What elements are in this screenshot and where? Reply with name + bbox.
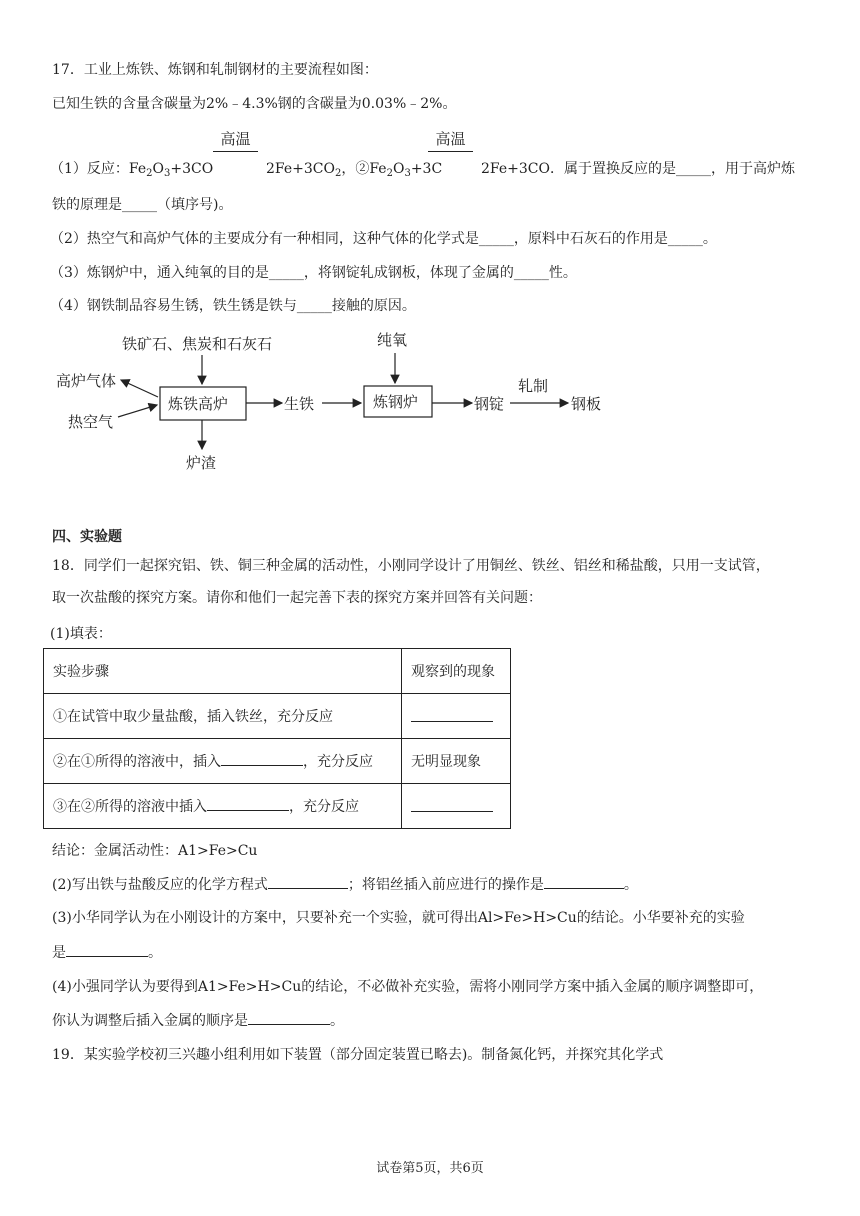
table-row	[44, 694, 511, 739]
label-plate: 钢板	[571, 395, 602, 413]
table-row	[44, 649, 511, 694]
q18-part2-blank2[interactable]	[544, 874, 624, 889]
q18-part2	[52, 874, 638, 895]
q18-part3-c: 。	[148, 945, 162, 961]
step-2-text-a: ②在①所得的溶液中，插入	[53, 754, 221, 770]
condition-bar-1	[213, 151, 258, 152]
obs-1-blank[interactable]	[402, 694, 511, 739]
q17-eq1-product: $2Fe+3CO_2$，$②Fe_2O_3+3C$	[266, 161, 443, 179]
q17-part2: （2）热空气和高炉气体的主要成分有一种相同，这种气体的化学式是_____，原料中石灰石的作用是_____。	[50, 231, 717, 247]
table-row	[44, 784, 511, 829]
condition-text-1: 高温	[220, 130, 251, 148]
reaction-condition-1	[213, 128, 258, 149]
q18-part3-line1: (3)小华同学认为在小刚设计的方案中，只要补充一个实验，就可得出Al>Fe>H>Cu的结论。小华要补充的实验	[52, 910, 745, 926]
q18-part4-blank[interactable]	[248, 1010, 330, 1025]
arrow-hot-air	[118, 405, 157, 417]
section-heading: 四、实验题	[52, 529, 122, 545]
table-row	[44, 739, 511, 784]
eq1-o: O	[152, 161, 164, 177]
q18-fill-label: (1)填表：	[50, 626, 112, 642]
q18-part4-line2	[52, 1010, 344, 1031]
step-2	[44, 739, 402, 784]
experiment-table	[43, 648, 511, 829]
condition-bar-2	[428, 151, 473, 152]
page-footer: 试卷第5页，共6页	[376, 1161, 484, 1176]
q18-line2: 取一次盐酸的探究方案。请你和他们一起完善下表的探究方案并回答有关问题：	[52, 590, 542, 606]
q17-part1-line1: （1）反应：$Fe_2O_3+3CO$	[50, 161, 214, 179]
q17-part3: （3）炼钢炉中，通入纯氧的目的是_____，将钢锭轧成钢板，体现了金属的_____性。	[50, 265, 577, 281]
obs-2: 无明显现象	[402, 739, 511, 784]
label-raw-materials: 铁矿石、焦炭和石灰石	[122, 335, 273, 353]
q18-part2-blank1[interactable]	[268, 874, 348, 889]
eq1-fe: （1）反应：Fe	[50, 161, 147, 177]
q18-part3-blank[interactable]	[66, 942, 148, 957]
eq2-o: O	[392, 161, 405, 177]
label-pig-iron: 生铁	[284, 395, 315, 413]
label-hot-air: 热空气	[68, 413, 114, 431]
label-blast-furnace: 炼铁高炉	[168, 395, 229, 413]
q18-part2-b: ；将铝丝插入前应进行的操作是	[347, 877, 544, 893]
arrow-furnace-gas	[121, 380, 158, 397]
eq1-reagent: +3CO	[170, 161, 214, 177]
q18-part3-b: 是	[52, 945, 66, 961]
q17-known-info: 已知生铁的含量含碳量为2%﹣4.3%钢的含碳量为0.03%﹣2%。	[52, 96, 457, 112]
condition-text-2: 高温	[435, 130, 466, 148]
label-ingot: 钢锭	[474, 395, 505, 413]
step-3-text-b: ，充分反应	[289, 799, 359, 815]
q18-part4-b: 你认为调整后插入金属的顺序是	[52, 1013, 248, 1029]
header-step: 实验步骤	[44, 649, 402, 694]
header-observation: 观察到的现象	[402, 649, 511, 694]
step-3	[44, 784, 402, 829]
q18-part4-line1: (4)小强同学认为要得到A1>Fe>H>Cu的结论，不必做补充实验，需将小刚同学方案中插入金属的顺序调整即可，	[52, 979, 764, 995]
obs-3-blank[interactable]	[402, 784, 511, 829]
step-3-text-a: ③在②所得的溶液中插入	[53, 799, 207, 815]
q18-line1: 18．同学们一起探究铝、铁、铜三种金属的活动性，小刚同学设计了用铜丝、铁丝、铝丝和稀盐酸，只用一支试管，	[52, 558, 770, 574]
step-2-blank[interactable]	[221, 751, 303, 766]
step-1: ①在试管中取少量盐酸，插入铁丝，充分反应	[44, 694, 402, 739]
q17-title: 17．工业上炼铁、炼钢和轧制钢材的主要流程如图：	[52, 62, 378, 78]
q17-eq2-product: 2Fe+3CO．属于置换反应的是_____，用于高炉炼	[481, 161, 795, 177]
iron-steel-flow-diagram	[0, 320, 860, 480]
q17-part1-line2: 铁的原理是_____（填序号)。	[52, 197, 233, 213]
q18-conclusion: 结论：金属活动性：A1>Fe>Cu	[52, 843, 258, 859]
label-pure-oxygen: 纯氧	[377, 331, 408, 349]
label-steel-furnace: 炼钢炉	[373, 393, 419, 411]
step-3-blank[interactable]	[207, 796, 289, 811]
label-furnace-gas: 高炉气体	[56, 372, 117, 390]
q17-part4: （4）钢铁制品容易生锈，铁生锈是铁与_____接触的原因。	[50, 298, 416, 314]
q19-line1: 19．某实验学校初三兴趣小组利用如下装置（部分固定装置已略去)。制备氮化钙，并探究其化学式	[52, 1047, 664, 1063]
q18-part2-c: 。	[623, 877, 638, 893]
eq2-reagent: +3C	[410, 161, 443, 177]
reaction-condition-2	[428, 128, 473, 149]
q18-part3-line2	[52, 942, 162, 963]
label-rolling: 轧制	[518, 377, 549, 395]
eq2-fe: ，②Fe	[341, 161, 387, 177]
eq1-product: 2Fe+3CO	[266, 161, 335, 177]
q18-part4-c: 。	[330, 1013, 344, 1029]
q18-part2-a: (2)写出铁与盐酸反应的化学方程式	[52, 877, 268, 893]
step-2-text-b: ，充分反应	[303, 754, 373, 770]
label-slag: 炉渣	[186, 454, 217, 472]
